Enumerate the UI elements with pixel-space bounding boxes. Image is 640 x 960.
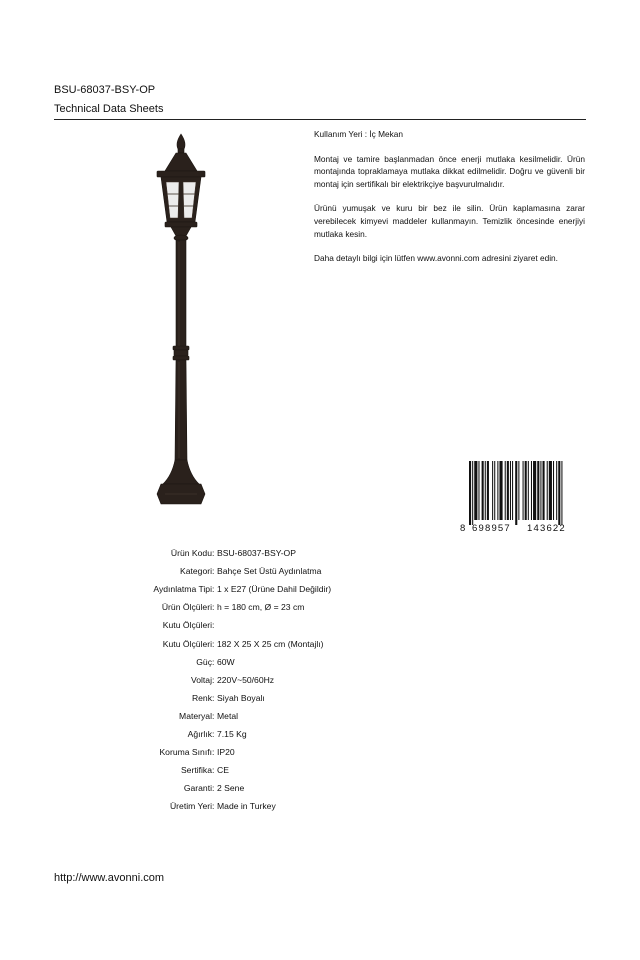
spec-row: [60, 779, 540, 797]
spec-row: [60, 797, 540, 815]
spec-separator: :: [212, 783, 215, 794]
header-divider: [54, 119, 586, 120]
barcode-bar: [547, 461, 548, 520]
barcode-bar: [510, 461, 511, 520]
spec-value: CE: [217, 765, 229, 776]
spec-label: Üretim Yeri: [169, 801, 212, 812]
spec-separator: :: [212, 801, 215, 812]
barcode-bar: [558, 461, 560, 525]
spec-label: Ürün Ölçüleri: [161, 602, 212, 613]
spec-label: Renk: [191, 692, 212, 703]
usage-location: Kullanım Yeri : İç Mekan: [314, 129, 404, 139]
barcode-bar: [556, 461, 557, 520]
spec-label: Kutu Ölçüleri: [162, 638, 212, 649]
spec-table: [60, 544, 540, 815]
spec-row: [60, 671, 540, 689]
spec-row: [60, 616, 540, 634]
barcode-bar: [537, 461, 539, 520]
safety-instructions: Montaj ve tamire başlanmadan önce enerji mutlaka kesilmelidir. Ürün montajında topraklamaya mutlaka dikkat edilmelidir. Doğru ve güvenli bir montaj için sertifikalı bir elektrikçiye başvurulmalıdır.: [314, 153, 585, 189]
spec-value: h = 180 cm, Ø = 23 cm: [217, 602, 305, 613]
spec-value: 7.15 Kg: [217, 728, 247, 739]
barcode-digit-lead: 8: [460, 523, 466, 533]
barcode-bar: [494, 461, 495, 520]
spec-label: Güç: [196, 656, 212, 667]
spec-separator: :: [212, 602, 215, 613]
barcode-bar: [533, 461, 536, 520]
spec-value: Made in Turkey: [217, 801, 276, 812]
barcode-bar: [523, 461, 524, 520]
spec-value: 1 x E27 (Ürüne Dahil Değildir): [217, 584, 332, 595]
spec-value: Siyah Boyalı: [217, 692, 265, 703]
spec-label: Koruma Sınıfı: [159, 747, 212, 758]
document-title: Technical Data Sheets: [54, 103, 164, 115]
barcode-bar: [487, 461, 489, 520]
barcode-bars: [469, 461, 562, 525]
spec-separator: :: [212, 620, 215, 631]
spec-value: 2 Sene: [217, 783, 245, 794]
barcode-bar: [525, 461, 527, 520]
spec-separator: :: [212, 765, 215, 776]
spec-separator: :: [212, 638, 215, 649]
spec-label: Voltaj: [190, 674, 212, 685]
barcode-bar: [474, 461, 477, 520]
spec-value: Metal: [217, 710, 239, 721]
spec-separator: :: [212, 566, 215, 577]
spec-row: [60, 689, 540, 707]
spec-label: Sertifika: [180, 765, 212, 776]
barcode-bar: [478, 461, 479, 520]
barcode-bar: [518, 461, 519, 520]
usage-info: [314, 128, 585, 277]
barcode-bar: [531, 461, 532, 520]
barcode-bar: [485, 461, 486, 520]
spec-value: BSU-68037-BSY-OP: [217, 548, 296, 559]
spec-value: 182 X 25 X 25 cm (Montajlı): [217, 638, 324, 649]
garden-lamp-post-icon: [145, 130, 217, 508]
spec-separator: :: [212, 656, 215, 667]
spec-separator: :: [212, 548, 215, 559]
product-code-header: BSU-68037-BSY-OP: [54, 84, 156, 96]
spec-row: [60, 544, 540, 562]
spec-row: [60, 634, 540, 652]
barcode-bar: [528, 461, 529, 520]
barcode: [459, 461, 585, 533]
barcode-bar: [507, 461, 509, 520]
spec-label: Ağırlık: [187, 728, 212, 739]
barcode-bar: [543, 461, 545, 520]
spec-separator: :: [212, 747, 215, 758]
spec-row: [60, 598, 540, 616]
barcode-digits-left: 698957: [472, 523, 511, 533]
barcode-bar: [553, 461, 554, 520]
spec-label: Kutu Ölçüleri: [162, 620, 212, 631]
spec-row: [60, 725, 540, 743]
spec-label: Materyal: [179, 710, 212, 721]
barcode-bar: [505, 461, 506, 520]
barcode-bar: [549, 461, 552, 520]
spec-value: Bahçe Set Üstü Aydınlatma: [217, 566, 322, 577]
barcode-bar: [472, 461, 473, 525]
barcode-bar: [512, 461, 513, 520]
spec-value: 220V~50/60Hz: [217, 674, 275, 685]
spec-label: Kategori: [179, 566, 212, 577]
spec-separator: :: [212, 710, 215, 721]
spec-row: [60, 743, 540, 761]
website-note: Daha detaylı bilgi için lütfen www.avonni.com adresini ziyaret edin.: [314, 253, 558, 264]
barcode-bar: [482, 461, 484, 520]
spec-separator: :: [212, 584, 215, 595]
spec-separator: :: [212, 674, 215, 685]
spec-row: [60, 653, 540, 671]
spec-row: [60, 761, 540, 779]
spec-separator: :: [212, 728, 215, 739]
spec-row: [60, 707, 540, 725]
spec-value: 60W: [217, 656, 235, 667]
spec-label: Ürün Kodu: [170, 548, 212, 559]
spec-label: Garanti: [183, 783, 212, 794]
spec-row: [60, 580, 540, 598]
spec-value: IP20: [217, 747, 235, 758]
cleaning-instructions: Ürünü yumuşak ve kuru bir bez ile silin. Ürün kaplamasına zarar verebilecek kimyevi maddeler kullanmayın. Temizlik öncesinde enerjiyi mutlaka kesin.: [314, 203, 585, 239]
barcode-bar: [540, 461, 541, 520]
spec-separator: :: [212, 692, 215, 703]
barcode-bar: [561, 461, 562, 525]
footer-website-link[interactable]: http://www.avonni.com: [54, 872, 165, 884]
barcode-digits-right: 143622: [527, 523, 566, 533]
barcode-bar: [499, 461, 502, 520]
barcode-bar: [497, 461, 498, 520]
spec-row: [60, 562, 540, 580]
barcode-bar: [469, 461, 471, 525]
spec-label: Aydınlatma Tipi: [153, 584, 212, 595]
barcode-bar: [515, 461, 517, 525]
barcode-bar: [492, 461, 493, 520]
